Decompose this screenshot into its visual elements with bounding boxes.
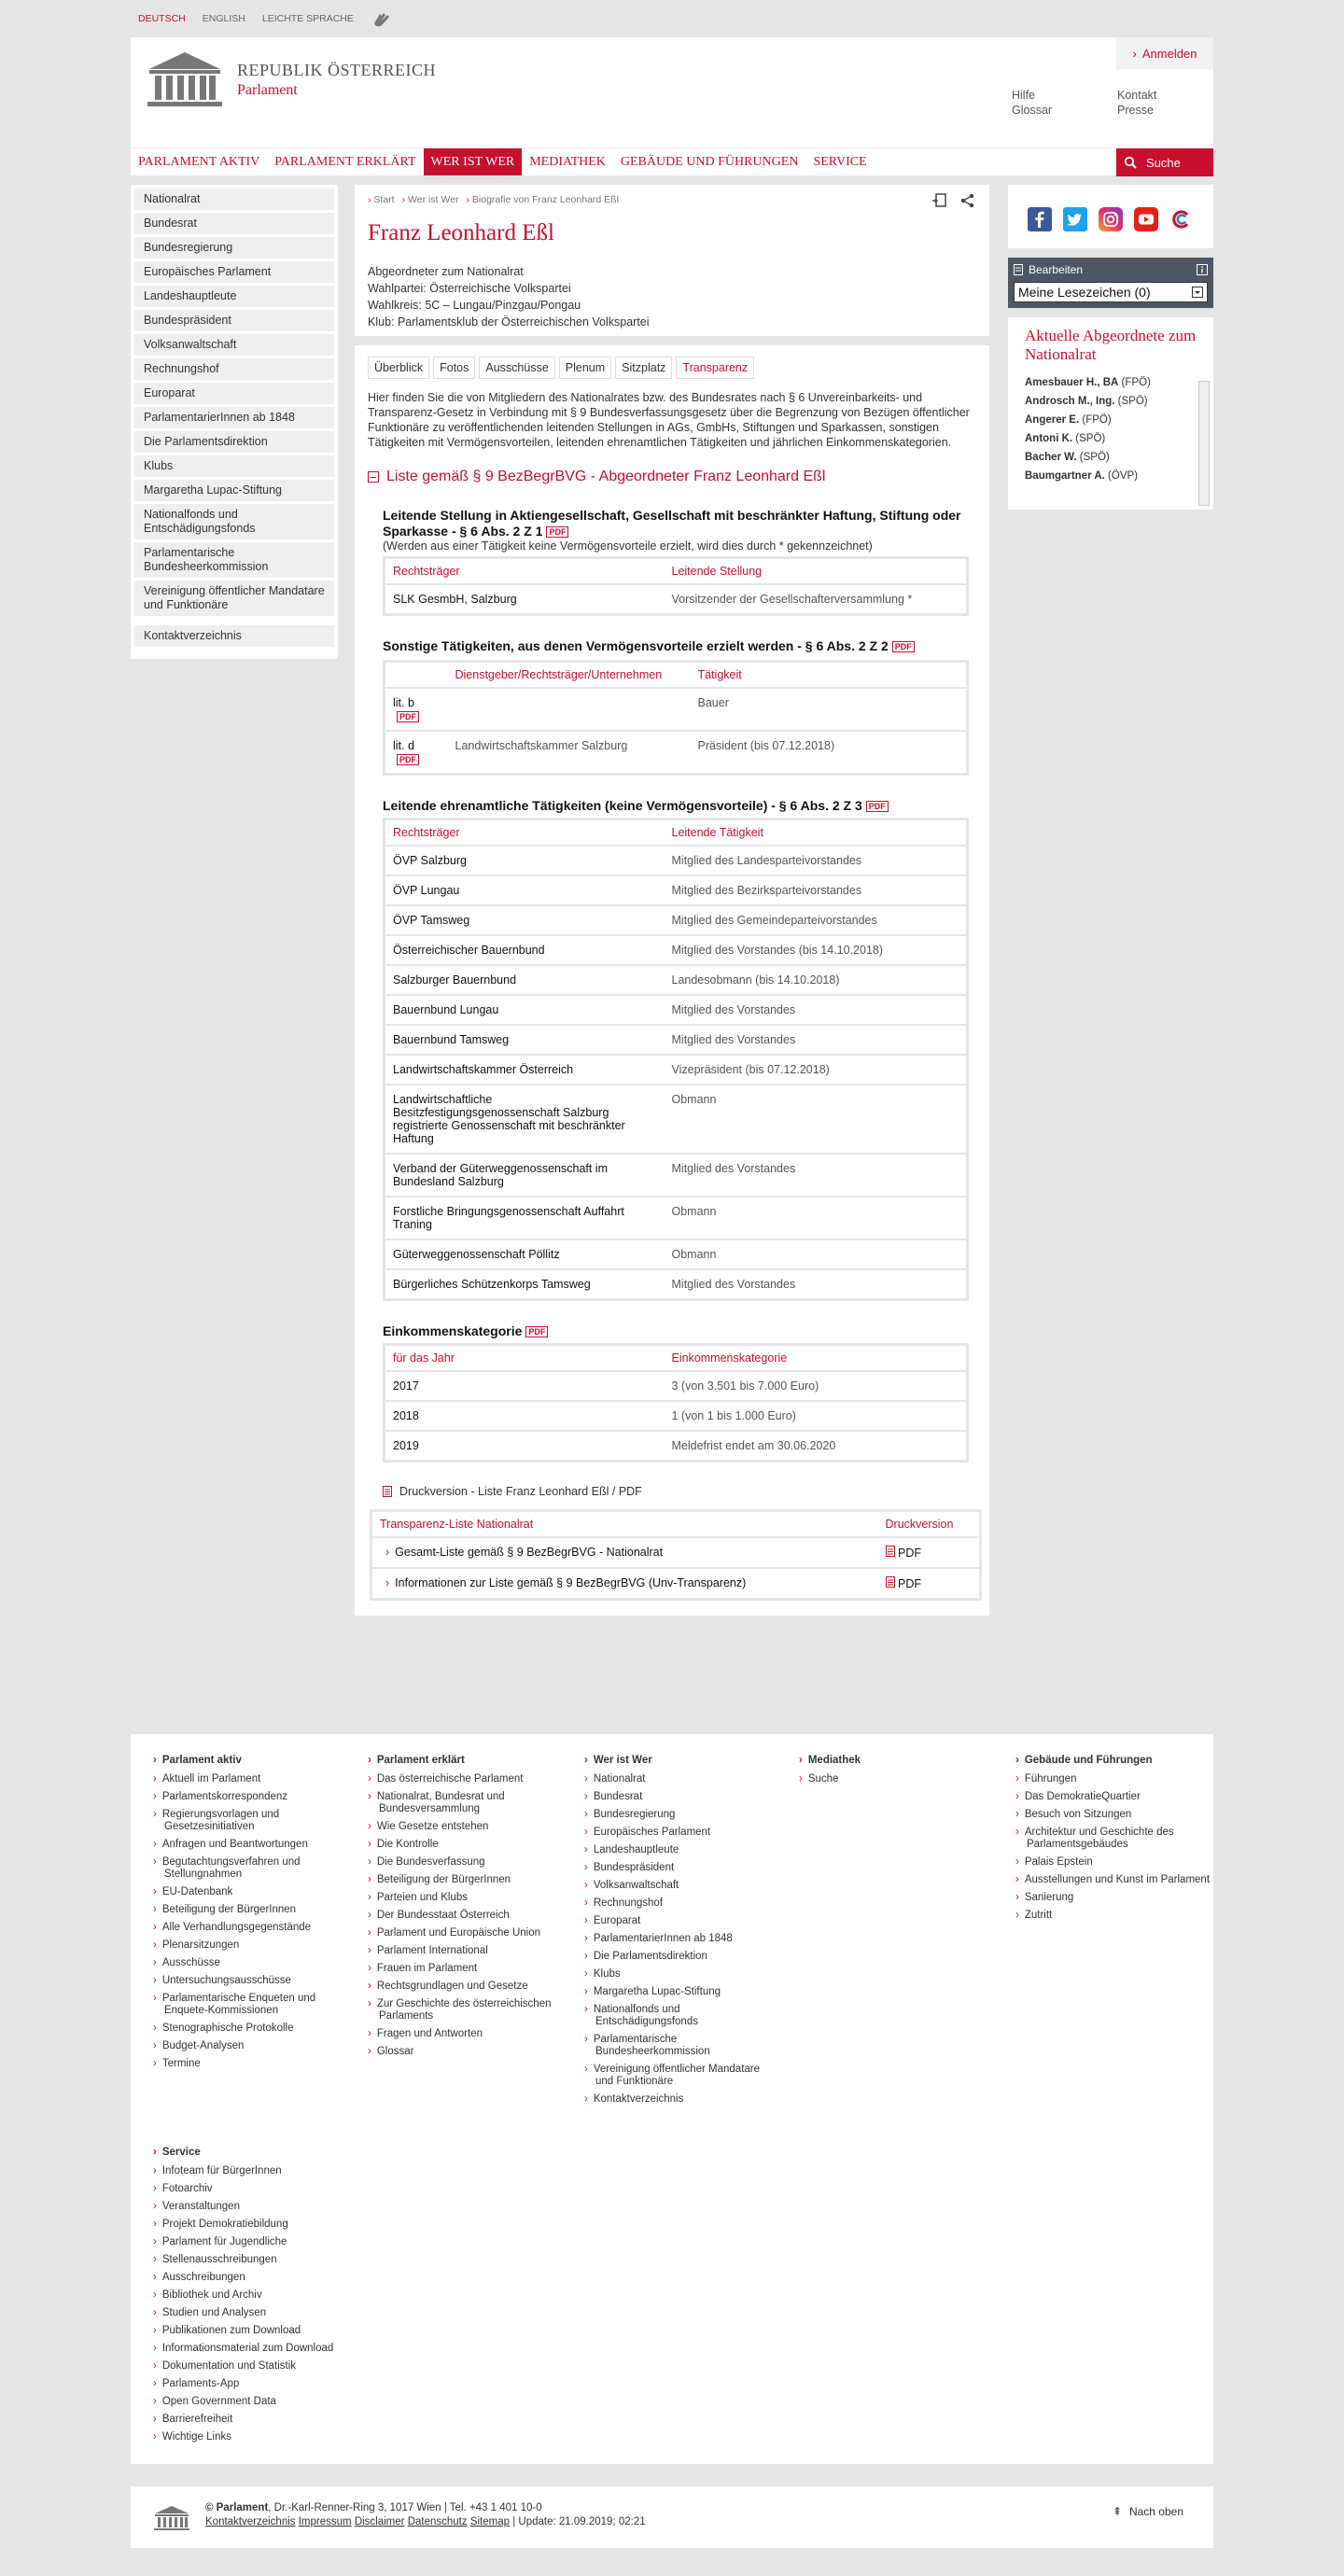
link-glossar[interactable]: Glossar <box>1012 104 1053 117</box>
footer-link[interactable]: › Parlamentskorrespondenz <box>153 1791 349 1803</box>
table-row <box>385 1401 968 1431</box>
column-header: Rechtsträger <box>385 558 665 585</box>
footer-link[interactable]: › Informationsmaterial zum Download <box>153 2343 349 2355</box>
section-sonstige-taetigkeiten <box>383 638 969 776</box>
person-district: Wahlkreis: 5C – Lungau/Pinzgau/Pongau <box>368 299 581 312</box>
footer-link[interactable]: › Parlamentarische Bundesheerkommission <box>584 2034 780 2058</box>
table-cell: Landwirtschaftskammer Salzburg <box>448 731 691 775</box>
footer-link[interactable]: › Anfragen und Beantwortungen <box>153 1839 349 1851</box>
link-hilfe[interactable]: Hilfe <box>1012 89 1036 102</box>
table-cell: lit. bPDF <box>385 688 448 731</box>
table-cell: Mitglied des Gemeindeparteivorstandes <box>665 905 968 935</box>
footer-link[interactable]: › Termine <box>153 2058 349 2070</box>
member-link[interactable]: Baumgartner A. (ÖVP) <box>1025 470 1138 482</box>
column-header: Rechtsträger <box>385 819 665 847</box>
footer-link[interactable]: › Nationalfonds und Entschädigungsfonds <box>584 2004 780 2028</box>
footer-link[interactable]: › Bibliothek und Archiv <box>153 2289 349 2302</box>
sidebar-item[interactable]: Klubs <box>134 455 334 477</box>
table-row <box>385 1085 968 1154</box>
member-link[interactable]: Androsch M., Ing. (SPÖ) <box>1025 396 1148 407</box>
table-cell: Präsident (bis 07.12.2018) <box>691 731 968 775</box>
footer-link[interactable]: › Bundesregierung <box>584 1809 780 1821</box>
nav-service[interactable]: SERVICE <box>813 154 867 169</box>
footer-link[interactable]: › Budget-Analysen <box>153 2040 349 2052</box>
footer-link[interactable]: › Europarat <box>584 1915 780 1927</box>
table-cell[interactable]: › Gesamt-Liste gemäß § 9 BezBegrBVG - Nationalrat <box>371 1537 878 1568</box>
pdf-link-icon[interactable]: PDF <box>546 526 568 538</box>
login-button[interactable]: › Anmelden <box>1116 37 1213 69</box>
footer-link[interactable]: Disclaimer <box>354 2516 405 2527</box>
footer-link[interactable]: › ParlamentarierInnen ab 1848 <box>584 1933 780 1945</box>
member-link[interactable]: Antoni K. (SPÖ) <box>1025 433 1106 444</box>
footer-link[interactable]: › Nationalrat, Bundesrat und Bundesversammlung <box>368 1791 564 1815</box>
table-cell: Vorsitzender der Gesellschafterversammlung * <box>665 584 968 615</box>
lang-english[interactable]: ENGLISH <box>202 13 245 24</box>
bookmark-add-icon[interactable] <box>931 192 948 209</box>
footer-link[interactable]: › Beteiligung der BürgerInnen <box>153 1904 349 1916</box>
parliament-building-icon <box>153 2505 190 2531</box>
data-table <box>383 818 969 1301</box>
column-header: Einkommenskategorie <box>665 1345 968 1372</box>
data-table <box>383 1343 969 1463</box>
table-cell: Bauer <box>691 688 968 731</box>
table-row <box>385 584 968 615</box>
breadcrumb-item[interactable]: › Start <box>368 194 395 205</box>
document-icon <box>886 1576 895 1588</box>
footer-link[interactable]: › Die Bundesverfassung <box>368 1856 564 1869</box>
table-cell: Obmann <box>665 1197 968 1239</box>
table-row <box>385 935 968 965</box>
document-icon <box>383 1486 392 1497</box>
footer-link[interactable]: › Aktuell im Parlament <box>153 1773 349 1785</box>
back-to-top-link[interactable]: ⇞ Nach oben <box>1112 2505 1183 2518</box>
footer-link[interactable]: › Führungen <box>1015 1773 1211 1785</box>
table-row <box>385 875 968 905</box>
youtube-icon[interactable] <box>1134 207 1158 231</box>
table-cell: Güterweggenossenschaft Pöllitz <box>385 1239 665 1269</box>
section-leitende-stellung <box>383 508 969 616</box>
data-table <box>383 556 969 616</box>
dropdown-arrow-icon <box>1192 287 1203 298</box>
table-cell: Forstliche Bringungsgenossenschaft Auffahrt Traning <box>385 1197 665 1239</box>
footer-link[interactable]: › Fotoarchiv <box>153 2183 349 2195</box>
footer-link[interactable]: › Veranstaltungen <box>153 2201 349 2213</box>
lang-leichte-sprache[interactable]: LEICHTE SPRACHE <box>261 13 354 24</box>
pdf-download-link[interactable]: PDF <box>878 1568 981 1600</box>
table-cell: ÖVP Salzburg <box>385 846 665 875</box>
breadcrumb-item[interactable]: › Wer ist Wer <box>402 194 459 205</box>
sidebar-item[interactable]: Landeshauptleute <box>134 286 334 307</box>
table-cell: Österreichischer Bauernbund <box>385 935 665 965</box>
footer-link[interactable]: › Frauen im Parlament <box>368 1963 564 1975</box>
footer-link[interactable]: › Das österreichische Parlament <box>368 1773 564 1785</box>
bookmark-panel-header <box>1014 263 1208 276</box>
footer-heading[interactable]: › Parlament erklärt <box>368 1755 564 1766</box>
site-footer <box>131 1734 1213 2464</box>
tab-bar <box>368 357 976 379</box>
table-cell: SLK GesmbH, Salzburg <box>385 584 665 615</box>
twitter-icon[interactable] <box>1063 207 1087 231</box>
person-club: Klub: Parlamentsklub der Österreichischen Volkspartei <box>368 315 650 329</box>
sidebar-item[interactable]: Volksanwaltschaft <box>134 334 334 356</box>
breadcrumb <box>368 192 976 205</box>
transparency-panel <box>355 345 989 1616</box>
site-header <box>131 37 1213 147</box>
table-cell: Mitglied des Vorstandes <box>665 995 968 1025</box>
tab-transparenz[interactable]: Transparenz <box>676 357 754 379</box>
sidebar-item[interactable]: Europarat <box>134 383 334 404</box>
table-cell: Obmann <box>665 1085 968 1154</box>
page-tools <box>931 192 976 209</box>
share-icon[interactable] <box>959 192 976 209</box>
breadcrumb-item[interactable]: › Biografie von Franz Leonhard Eßl <box>466 194 618 205</box>
footer-link[interactable]: › Wichtige Links <box>153 2431 349 2443</box>
transparency-list-table <box>370 1509 982 1601</box>
subsection-title: Leitende Stellung in Aktiengesellschaft, Gesellschaft mit beschränkter Haftung, Stiftung oder Sparkasse - § 6 Abs. 2 Z 1 PDF <box>383 508 961 539</box>
table-cell: Meldefrist endet am 30.06.2020 <box>665 1431 968 1462</box>
footer-link[interactable]: › Volksanwaltschaft <box>584 1880 780 1892</box>
table-cell: Landwirtschaftliche Besitzfestigungsgenossenschaft Salzburg registrierte Genossenschaft mit beschränkter Haftung <box>385 1085 665 1154</box>
tab-plenum[interactable]: Plenum <box>559 357 611 379</box>
footer-link[interactable]: › Parteien und Klubs <box>368 1892 564 1904</box>
footer-column-service <box>153 2147 349 2449</box>
footer-link[interactable]: Datenschutz <box>407 2516 468 2527</box>
table-cell: 2019 <box>385 1431 665 1462</box>
table-cell: Bauernbund Tamsweg <box>385 1025 665 1055</box>
bookmark-select[interactable]: Meine Lesezeichen (0) <box>1014 282 1208 302</box>
link-presse[interactable]: Presse <box>1117 104 1154 117</box>
edit-label[interactable]: Bearbeiten <box>1029 263 1084 276</box>
parlament-app-icon[interactable] <box>1169 207 1194 231</box>
footer-link[interactable]: › Besuch von Sitzungen <box>1015 1809 1211 1821</box>
tab-ueberblick[interactable]: Überblick <box>368 357 429 379</box>
search-icon <box>1124 156 1137 169</box>
table-cell: 3 (von 3.501 bis 7.000 Euro) <box>665 1371 968 1401</box>
table-cell: Landesobmann (bis 14.10.2018) <box>665 965 968 995</box>
footer-heading[interactable]: › Wer ist Wer <box>584 1755 780 1766</box>
language-bar <box>131 0 1213 37</box>
footer-heading[interactable]: › Mediathek <box>799 1755 995 1766</box>
brand-line-2: Parlament <box>237 81 298 98</box>
table-row <box>385 1154 968 1197</box>
intro-text: Hier finden Sie die von Mitgliedern des Nationalrates bzw. des Bundesrates nach § 6 Unvereinbarkeits- und Transparenz-Gesetz in Verbindung mit § 9 Bundesverfassungsgesetz über die Begrenzung von Bezügen öffentlicher Funktionäre zu veröffentlichenden leitenden Stellungen in AGs, GmbHs, Stiftungen und Sparkassen, sonstigen Tätigkeiten mit Vermögensvorteilen, leitenden ehrenamtlichen Tätigkeiten und jährlichen Einkommenskategorien. <box>368 391 970 449</box>
table-row <box>385 1239 968 1269</box>
table-row <box>371 1537 981 1568</box>
chevron-right-icon: › <box>385 1576 390 1589</box>
table-row <box>385 905 968 935</box>
footer-link[interactable]: › Zur Geschichte des österreichischen Parlaments <box>368 1998 564 2023</box>
sidebar-item[interactable]: ParlamentarierInnen ab 1848 <box>134 407 334 428</box>
sign-language-icon[interactable] <box>371 8 395 29</box>
header-links-help <box>1012 88 1052 118</box>
table-row <box>385 688 968 731</box>
nav-mediathek[interactable]: MEDIATHEK <box>529 154 606 169</box>
facebook-icon[interactable] <box>1028 207 1052 231</box>
table-row <box>371 1568 981 1600</box>
table-cell: Mitglied des Vorstandes <box>665 1269 968 1300</box>
brand-line-1: REPUBLIK ÖSTERREICH <box>237 60 437 79</box>
footer-link[interactable]: › Klubs <box>584 1968 780 1981</box>
bookmark-panel <box>1008 258 1213 308</box>
footer-address: © Parlament, Dr.-Karl-Renner-Ring 3, 1017 Wien | Tel. +43 1 401 10-0 Kontaktverzeichnis Impressum Disclaimer Datenschutz Sitemap | Update: 21.09.2019; 02:21 <box>205 2502 646 2527</box>
bottom-bar <box>131 2486 1213 2548</box>
footer-link[interactable]: › Parlaments-App <box>153 2378 349 2390</box>
pdf-link-icon[interactable]: PDF <box>525 1326 548 1337</box>
person-role: Abgeordneter zum Nationalrat <box>368 265 524 278</box>
footer-link[interactable]: › Suche <box>799 1773 995 1785</box>
table-cell: Bürgerliches Schützenkorps Tamsweg <box>385 1269 665 1300</box>
footer-link[interactable]: › Margaretha Lupac-Stiftung <box>584 1986 780 1998</box>
table-cell: Mitglied des Vorstandes <box>665 1154 968 1197</box>
member-link[interactable]: Angerer E. (FPÖ) <box>1025 414 1112 426</box>
footer-link[interactable]: › Infoteam für BürgerInnen <box>153 2165 349 2177</box>
table-cell: ÖVP Tamsweg <box>385 905 665 935</box>
footer-link[interactable]: › Architektur und Geschichte des Parlamentsgebäudes <box>1015 1827 1211 1851</box>
footer-link[interactable]: › Rechtsgrundlagen und Gesetze <box>368 1981 564 1993</box>
footer-link[interactable]: › Open Government Data <box>153 2396 349 2408</box>
section-einkommenskategorie <box>383 1323 969 1463</box>
footer-link[interactable]: › Ausstellungen und Kunst im Parlament <box>1015 1874 1211 1886</box>
footer-link[interactable]: › Palais Epstein <box>1015 1856 1211 1869</box>
footer-link[interactable]: › Alle Verhandlungsgegenstände <box>153 1922 349 1934</box>
footer-link[interactable]: › Europäisches Parlament <box>584 1827 780 1839</box>
table-cell: Bauernbund Lungau <box>385 995 665 1025</box>
column-header: für das Jahr <box>385 1345 665 1372</box>
table-cell: Salzburger Bauernbund <box>385 965 665 995</box>
table-cell <box>448 688 691 731</box>
table-row <box>385 1025 968 1055</box>
footer-column-wer-ist-wer <box>584 1755 780 2111</box>
main-content <box>355 185 989 1616</box>
footer-link[interactable]: › Sanierung <box>1015 1892 1211 1904</box>
main-navigation <box>131 147 1213 175</box>
table-cell: 2018 <box>385 1401 665 1431</box>
table-row <box>385 1371 968 1401</box>
footer-link[interactable]: › Publikationen zum Download <box>153 2325 349 2337</box>
sidebar-item[interactable]: Vereinigung öffentlicher Mandatare und Funktionäre <box>134 581 334 616</box>
section-toggle[interactable] <box>368 469 976 485</box>
table-row <box>385 1269 968 1300</box>
table-row <box>385 731 968 775</box>
footer-link[interactable]: › Der Bundesstaat Österreich <box>368 1910 564 1922</box>
footer-link[interactable]: › Studien und Analysen <box>153 2307 349 2319</box>
footer-link[interactable]: › Das DemokratieQuartier <box>1015 1791 1211 1803</box>
table-cell[interactable]: › Informationen zur Liste gemäß § 9 BezBegrBVG (Unv-Transparenz) <box>371 1568 878 1600</box>
footer-column-parlament-aktiv <box>153 1755 349 2076</box>
footer-link[interactable]: › Ausschreibungen <box>153 2272 349 2284</box>
column-header <box>385 662 448 689</box>
footer-link[interactable]: › Barrierefreiheit <box>153 2414 349 2426</box>
footer-link[interactable]: Impressum <box>298 2516 352 2527</box>
subsection-title: Leitende ehrenamtliche Tätigkeiten (keine Vermögensvorteile) - § 6 Abs. 2 Z 3 PDF <box>383 798 969 814</box>
member-link[interactable]: Amesbauer H., BA (FPÖ) <box>1025 377 1151 388</box>
footer-link[interactable]: › Dokumentation und Statistik <box>153 2360 349 2373</box>
footer-link[interactable]: › Bundesrat <box>584 1791 780 1803</box>
sidebar-item[interactable]: Margaretha Lupac-Stiftung <box>134 480 334 501</box>
member-list-scrollbar[interactable] <box>1198 381 1210 506</box>
current-members-panel <box>1008 317 1213 510</box>
column-header: Tätigkeit <box>691 662 968 689</box>
column-header: Leitende Tätigkeit <box>665 819 968 847</box>
footer-link[interactable]: › Parlament International <box>368 1945 564 1957</box>
subsection-title: Sonstige Tätigkeiten, aus denen Vermögensvorteile erzielt werden - § 6 Abs. 2 Z 2 PDF <box>383 638 969 654</box>
page-title: Franz Leonhard Eßl <box>368 220 554 245</box>
pdf-link-icon[interactable]: PDF <box>892 641 915 652</box>
table-cell: Verband der Güterweggenossenschaft im Bundesland Salzburg <box>385 1154 665 1197</box>
right-sidebar <box>1008 185 1213 510</box>
section-ehrenamtliche-taetigkeiten <box>383 798 969 1301</box>
footer-link[interactable]: › Regierungsvorlagen und Gesetzesinitiativen <box>153 1809 349 1833</box>
parliament-logo[interactable] <box>144 50 436 108</box>
nav-parlament-erklaert[interactable]: PARLAMENT ERKLÄRT <box>274 154 416 169</box>
lang-deutsch[interactable]: DEUTSCH <box>138 13 186 24</box>
column-header: Druckversion <box>878 1511 981 1538</box>
column-header: Transparenz-Liste Nationalrat <box>371 1511 878 1538</box>
nav-parlament-aktiv[interactable]: PARLAMENT AKTIV <box>138 154 260 169</box>
person-header <box>355 185 989 336</box>
tab-ausschuesse[interactable]: Ausschüsse <box>479 357 554 379</box>
footer-link[interactable]: › Die Parlamentsdirektion <box>584 1951 780 1963</box>
footer-link[interactable]: › EU-Datenbank <box>153 1886 349 1898</box>
footer-link[interactable]: › Wie Gesetze entstehen <box>368 1821 564 1833</box>
footer-link[interactable]: › Fragen und Antworten <box>368 2028 564 2040</box>
footer-link[interactable]: › Kontaktverzeichnis <box>584 2093 780 2106</box>
footer-link[interactable]: › Glossar <box>368 2046 564 2058</box>
collapse-icon <box>368 471 379 483</box>
footer-link[interactable]: › Zutritt <box>1015 1910 1211 1922</box>
nav-wer-ist-wer[interactable]: WER IST WER <box>424 148 523 175</box>
table-row <box>385 1055 968 1085</box>
data-table <box>383 660 969 776</box>
footer-column-parlament-erklaert <box>368 1755 564 2064</box>
footer-heading[interactable]: › Parlament aktiv <box>153 1755 349 1766</box>
table-cell: ÖVP Lungau <box>385 875 665 905</box>
table-row <box>385 1431 968 1462</box>
table-cell: lit. dPDF <box>385 731 448 775</box>
column-header: Leitende Stellung <box>665 558 968 585</box>
sidebar-item[interactable]: Nationalfonds und Entschädigungsfonds <box>134 504 334 539</box>
document-icon <box>886 1546 895 1557</box>
footer-link[interactable]: › Stellenausschreibungen <box>153 2254 349 2266</box>
parliament-building-icon <box>144 50 226 108</box>
pdf-link-icon[interactable]: PDF <box>397 754 419 765</box>
social-links <box>1008 185 1213 248</box>
footer-link[interactable]: › Landeshauptleute <box>584 1844 780 1856</box>
chevron-right-icon: › <box>385 1546 390 1559</box>
footer-heading[interactable]: › Gebäude und Führungen <box>1015 1755 1211 1766</box>
tab-fotos[interactable]: Fotos <box>433 357 475 379</box>
person-party: Wahlpartei: Österreichische Volkspartei <box>368 282 571 295</box>
table-cell: Landwirtschaftskammer Österreich <box>385 1055 665 1085</box>
table-row <box>385 1197 968 1239</box>
footer-link[interactable]: › Rechnungshof <box>584 1897 780 1910</box>
footer-column-mediathek <box>799 1755 995 1791</box>
table-row <box>385 846 968 875</box>
table-row <box>385 965 968 995</box>
header-links-contact <box>1117 88 1156 118</box>
pdf-download-link[interactable]: PDF <box>878 1537 981 1568</box>
print-version-link[interactable]: Druckversion - Liste Franz Leonhard Eßl / PDF <box>383 1485 976 1498</box>
footer-link[interactable]: › Vereinigung öffentlicher Mandatare und Funktionäre <box>584 2064 780 2088</box>
footer-link[interactable]: › Ausschüsse <box>153 1957 349 1969</box>
sidebar-item[interactable]: Bundesregierung <box>134 237 334 259</box>
sidebar-navigation <box>131 185 338 659</box>
subsection-title: Einkommenskategorie PDF <box>383 1323 969 1339</box>
info-icon[interactable] <box>1197 264 1208 275</box>
sidebar-item[interactable]: Nationalrat <box>134 189 334 210</box>
table-cell: Mitglied des Landesparteivorstandes <box>665 846 968 875</box>
column-header: Dienstgeber/Rechtsträger/Unternehmen <box>448 662 691 689</box>
sidebar-item[interactable]: Die Parlamentsdirektion <box>134 431 334 453</box>
sidebar-item[interactable]: Europäisches Parlament <box>134 261 334 283</box>
sidebar-item[interactable]: Kontaktverzeichnis <box>134 625 334 647</box>
bookmark-icon <box>1014 264 1023 275</box>
sidebar-item[interactable]: Bundesrat <box>134 213 334 234</box>
footer-column-gebaeude <box>1015 1755 1211 1927</box>
subsection-note: (Werden aus einer Tätigkeit keine Vermögensvorteile erzielt, wird dies durch * gekennzeichnet) <box>383 539 873 553</box>
instagram-icon[interactable] <box>1099 207 1123 231</box>
pdf-link-icon[interactable]: PDF <box>397 711 419 722</box>
table-cell: 1 (von 1 bis 1.000 Euro) <box>665 1401 968 1431</box>
tab-sitzplatz[interactable]: Sitzplatz <box>615 357 672 379</box>
footer-link[interactable]: › Plenarsitzungen <box>153 1939 349 1952</box>
current-members-title: Aktuelle Abgeordnete zum Nationalrat <box>1025 327 1197 363</box>
sidebar-item[interactable]: Rechnungshof <box>134 358 334 380</box>
table-cell: Mitglied des Vorstandes (bis 14.10.2018) <box>665 935 968 965</box>
footer-link[interactable]: Sitemap <box>469 2516 511 2527</box>
footer-link[interactable]: › Nationalrat <box>584 1773 780 1785</box>
sidebar-item[interactable]: Parlamentarische Bundesheerkommission <box>134 542 334 578</box>
footer-link[interactable]: › Untersuchungsausschüsse <box>153 1975 349 1987</box>
footer-link[interactable]: Kontaktverzeichnis <box>205 2516 296 2527</box>
footer-heading[interactable]: › Service <box>153 2147 349 2158</box>
chevron-right-icon: › <box>1132 46 1137 61</box>
footer-link[interactable]: › Begutachtungsverfahren und Stellungnahmen <box>153 1856 349 1881</box>
footer-link[interactable]: › Die Kontrolle <box>368 1839 564 1851</box>
sidebar-item[interactable]: Bundespräsident <box>134 310 334 331</box>
link-kontakt[interactable]: Kontakt <box>1117 89 1157 102</box>
footer-link[interactable]: › Beteiligung der BürgerInnen <box>368 1874 564 1886</box>
section-title: Liste gemäß § 9 BezBegrBVG - Abgeordneter Franz Leonhard Eßl <box>386 469 826 484</box>
footer-link[interactable]: › Parlamentarische Enqueten und Enquete-Kommissionen <box>153 1993 349 2017</box>
table-cell: Vizepräsident (bis 07.12.2018) <box>665 1055 968 1085</box>
table-row <box>385 995 968 1025</box>
footer-link[interactable]: › Parlament und Europäische Union <box>368 1927 564 1939</box>
table-cell: 2017 <box>385 1371 665 1401</box>
table-cell: Obmann <box>665 1239 968 1269</box>
arrow-up-icon: ⇞ <box>1112 2505 1122 2518</box>
footer-link[interactable]: › Stenographische Protokolle <box>153 2023 349 2035</box>
footer-link[interactable]: › Projekt Demokratiebildung <box>153 2219 349 2231</box>
search-button[interactable]: Suche <box>1116 148 1213 176</box>
table-cell: Mitglied des Bezirksparteivorstandes <box>665 875 968 905</box>
pdf-link-icon[interactable]: PDF <box>866 801 889 812</box>
nav-gebaeude[interactable]: GEBÄUDE UND FÜHRUNGEN <box>620 154 799 169</box>
footer-link[interactable]: › Parlament für Jugendliche <box>153 2236 349 2248</box>
table-cell: Mitglied des Vorstandes <box>665 1025 968 1055</box>
footer-link[interactable]: › Bundespräsident <box>584 1862 780 1874</box>
member-link[interactable]: Bacher W. (SPÖ) <box>1025 452 1110 463</box>
